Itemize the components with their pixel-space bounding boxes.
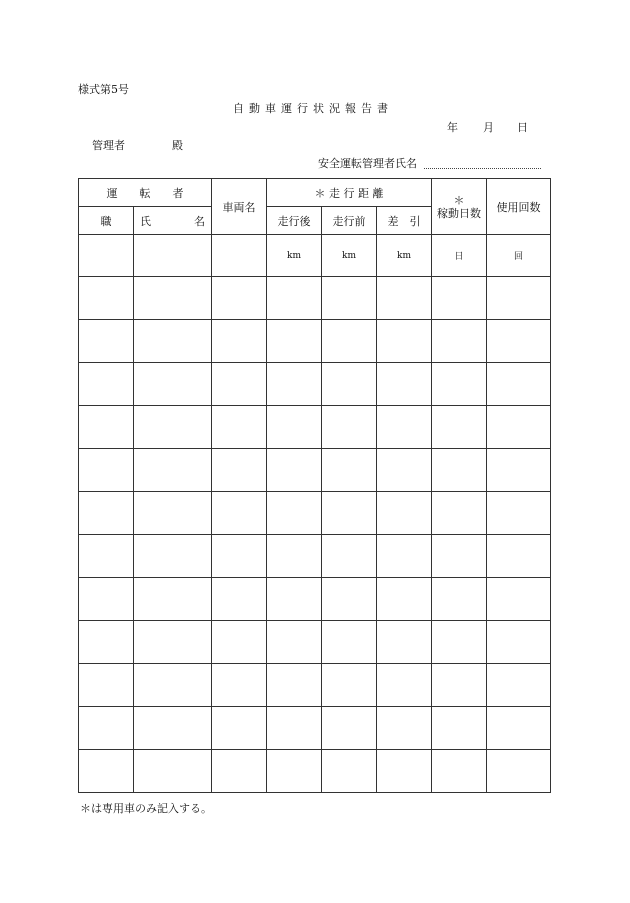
cell-name[interactable] xyxy=(134,235,212,277)
cell-diff[interactable] xyxy=(377,535,432,578)
cell-title[interactable] xyxy=(79,621,134,664)
cell-after[interactable] xyxy=(267,406,322,449)
table-row xyxy=(79,492,551,535)
cell-before[interactable] xyxy=(322,363,377,406)
cell-title[interactable] xyxy=(79,578,134,621)
cell-count[interactable] xyxy=(487,235,551,277)
honorific-label: 殿 xyxy=(172,139,183,152)
date-day-label: 日 xyxy=(517,121,528,134)
table-row xyxy=(79,578,551,621)
cell-count[interactable] xyxy=(487,320,551,363)
cell-diff[interactable] xyxy=(377,707,432,750)
cell-before[interactable] xyxy=(322,578,377,621)
cell-count[interactable] xyxy=(487,750,551,793)
cell-vehicle[interactable] xyxy=(212,449,267,492)
table-row xyxy=(79,235,551,277)
cell-title[interactable] xyxy=(79,750,134,793)
cell-days[interactable] xyxy=(432,363,487,406)
cell-days[interactable] xyxy=(432,320,487,363)
manager-label: 管理者 xyxy=(92,139,125,152)
cell-name[interactable] xyxy=(134,664,212,707)
cell-before[interactable] xyxy=(322,492,377,535)
cell-name[interactable] xyxy=(134,492,212,535)
cell-vehicle[interactable] xyxy=(212,707,267,750)
cell-days[interactable] xyxy=(432,535,487,578)
header-row-1 xyxy=(79,179,551,207)
cell-count[interactable] xyxy=(487,535,551,578)
cell-count[interactable] xyxy=(487,664,551,707)
driver-name-char-2: 名 xyxy=(194,214,205,228)
cell-days[interactable] xyxy=(432,621,487,664)
cell-name[interactable] xyxy=(134,449,212,492)
diff-header: 差 引 xyxy=(377,207,432,235)
before-header: 走行前 xyxy=(322,207,377,235)
after-header: 走行後 xyxy=(267,207,322,235)
date-month-label: 月 xyxy=(483,121,494,134)
cell-diff[interactable] xyxy=(377,621,432,664)
cell-title[interactable] xyxy=(79,277,134,320)
table-row xyxy=(79,449,551,492)
cell-vehicle[interactable] xyxy=(212,235,267,277)
cell-count[interactable] xyxy=(487,707,551,750)
cell-vehicle[interactable] xyxy=(212,750,267,793)
cell-count[interactable] xyxy=(487,492,551,535)
cell-days[interactable] xyxy=(432,492,487,535)
cell-count[interactable] xyxy=(487,277,551,320)
cell-after[interactable] xyxy=(267,449,322,492)
cell-before[interactable] xyxy=(322,235,377,277)
table-row xyxy=(79,320,551,363)
driver-name-header xyxy=(134,207,212,235)
cell-vehicle[interactable] xyxy=(212,578,267,621)
unit-km: km xyxy=(287,250,301,261)
cell-count[interactable] xyxy=(487,406,551,449)
table-row xyxy=(79,363,551,406)
cell-diff[interactable] xyxy=(377,406,432,449)
cell-name[interactable] xyxy=(134,707,212,750)
cell-days[interactable] xyxy=(432,707,487,750)
cell-name[interactable] xyxy=(134,578,212,621)
cell-title[interactable] xyxy=(79,664,134,707)
cell-title[interactable] xyxy=(79,535,134,578)
cell-vehicle[interactable] xyxy=(212,277,267,320)
cell-title[interactable] xyxy=(79,320,134,363)
cell-count[interactable] xyxy=(487,363,551,406)
safety-manager-label: 安全運転管理者氏名 xyxy=(318,157,417,170)
cell-name[interactable] xyxy=(134,535,212,578)
cell-after[interactable] xyxy=(267,621,322,664)
cell-after[interactable] xyxy=(267,664,322,707)
cell-days[interactable] xyxy=(432,406,487,449)
cell-diff[interactable] xyxy=(377,235,432,277)
document-title: 自動車運行状況報告書 xyxy=(233,102,393,115)
cell-vehicle[interactable] xyxy=(212,406,267,449)
cell-days[interactable] xyxy=(432,750,487,793)
cell-name[interactable] xyxy=(134,621,212,664)
table-row xyxy=(79,535,551,578)
cell-before[interactable] xyxy=(322,664,377,707)
cell-before[interactable] xyxy=(322,707,377,750)
cell-diff[interactable] xyxy=(377,449,432,492)
cell-after[interactable] xyxy=(267,535,322,578)
cell-diff[interactable] xyxy=(377,320,432,363)
cell-after[interactable] xyxy=(267,235,322,277)
unit-count: 回 xyxy=(513,252,523,262)
table-row xyxy=(79,707,551,750)
cell-after[interactable] xyxy=(267,492,322,535)
unit-km: km xyxy=(397,250,411,261)
cell-name[interactable] xyxy=(134,363,212,406)
table-row xyxy=(79,277,551,320)
date-year-label: 年 xyxy=(447,121,458,134)
blank-rows xyxy=(79,277,551,793)
table-row xyxy=(79,406,551,449)
cell-count[interactable] xyxy=(487,621,551,664)
cell-title[interactable] xyxy=(79,406,134,449)
cell-before[interactable] xyxy=(322,277,377,320)
cell-before[interactable] xyxy=(322,406,377,449)
cell-days[interactable] xyxy=(432,449,487,492)
footnote: ＊は専用車のみ記入する。 xyxy=(80,802,212,815)
cell-title[interactable] xyxy=(79,235,134,277)
cell-after[interactable] xyxy=(267,707,322,750)
cell-vehicle[interactable] xyxy=(212,320,267,363)
usage-count-header: 使用回数 xyxy=(487,179,551,235)
cell-name[interactable] xyxy=(134,750,212,793)
cell-title[interactable] xyxy=(79,707,134,750)
driver-group-header: 運 転 者 xyxy=(79,179,212,207)
cell-before[interactable] xyxy=(322,449,377,492)
cell-count[interactable] xyxy=(487,578,551,621)
cell-after[interactable] xyxy=(267,363,322,406)
driver-name-char-1: 氏 xyxy=(140,214,151,228)
vehicle-name-header: 車両名 xyxy=(212,179,267,235)
distance-group-header: ＊ 走 行 距 離 xyxy=(267,179,432,207)
cell-vehicle[interactable] xyxy=(212,492,267,535)
cell-days[interactable] xyxy=(432,277,487,320)
cell-before[interactable] xyxy=(322,320,377,363)
cell-diff[interactable] xyxy=(377,277,432,320)
cell-title[interactable] xyxy=(79,492,134,535)
cell-days[interactable] xyxy=(432,578,487,621)
operating-days-label: 稼動日数 xyxy=(437,206,481,220)
cell-diff[interactable] xyxy=(377,578,432,621)
cell-title[interactable] xyxy=(79,449,134,492)
table-row xyxy=(79,750,551,793)
cell-name[interactable] xyxy=(134,277,212,320)
cell-after[interactable] xyxy=(267,277,322,320)
cell-days[interactable] xyxy=(432,235,487,277)
cell-days[interactable] xyxy=(432,664,487,707)
table-row xyxy=(79,621,551,664)
cell-diff[interactable] xyxy=(377,664,432,707)
cell-vehicle[interactable] xyxy=(212,363,267,406)
safety-manager-signature-line[interactable] xyxy=(424,168,541,169)
cell-after[interactable] xyxy=(267,320,322,363)
driver-title-header: 職 xyxy=(79,207,134,235)
cell-after[interactable] xyxy=(267,750,322,793)
cell-name[interactable] xyxy=(134,406,212,449)
cell-before[interactable] xyxy=(322,621,377,664)
cell-vehicle[interactable] xyxy=(212,535,267,578)
cell-diff[interactable] xyxy=(377,363,432,406)
cell-count[interactable] xyxy=(487,449,551,492)
cell-diff[interactable] xyxy=(377,750,432,793)
report-table xyxy=(78,178,551,793)
unit-days: 日 xyxy=(454,252,464,262)
unit-km: km xyxy=(342,250,356,261)
cell-title[interactable] xyxy=(79,363,134,406)
cell-vehicle[interactable] xyxy=(212,621,267,664)
cell-diff[interactable] xyxy=(377,492,432,535)
operating-days-asterisk: ＊ xyxy=(453,193,465,207)
cell-before[interactable] xyxy=(322,535,377,578)
operating-days-header xyxy=(432,179,487,235)
cell-after[interactable] xyxy=(267,578,322,621)
cell-name[interactable] xyxy=(134,320,212,363)
cell-before[interactable] xyxy=(322,750,377,793)
cell-vehicle[interactable] xyxy=(212,664,267,707)
form-number: 様式第5号 xyxy=(78,83,129,96)
table-row xyxy=(79,664,551,707)
